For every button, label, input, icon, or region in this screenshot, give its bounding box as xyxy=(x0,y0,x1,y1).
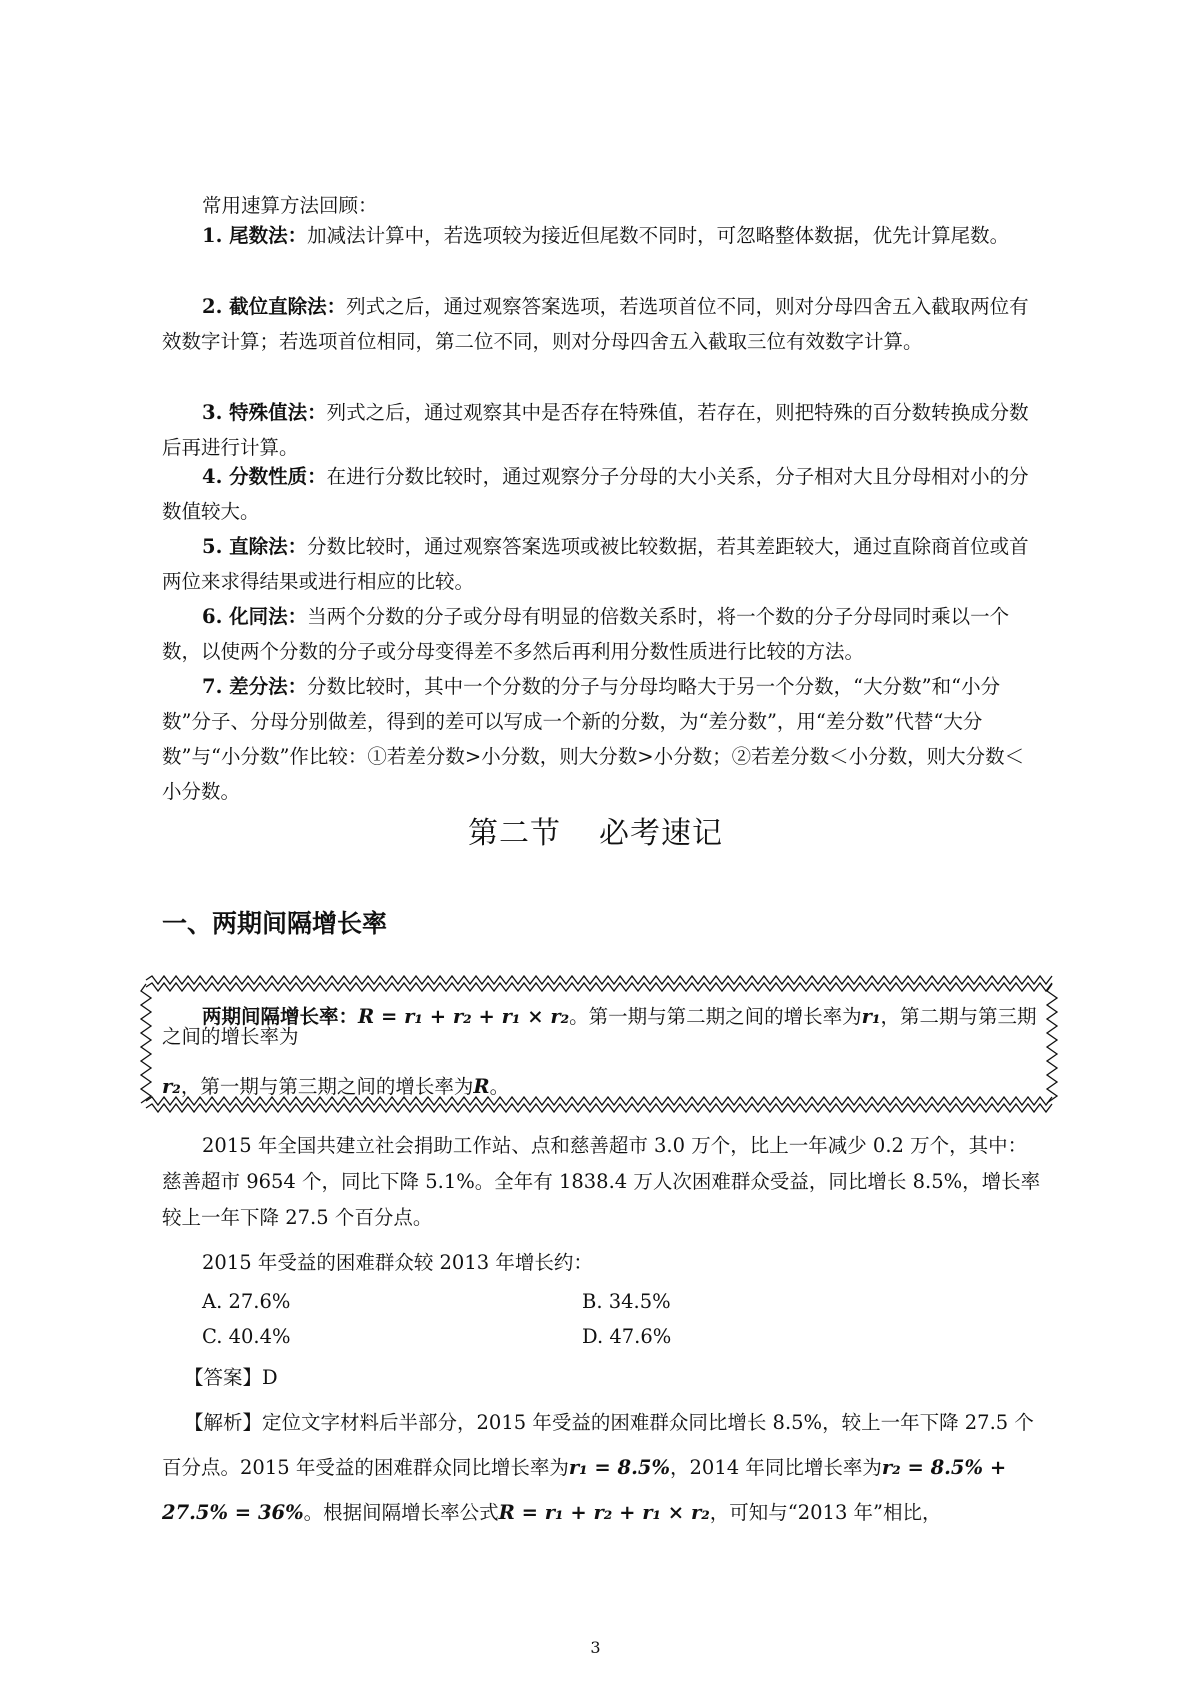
formula-box-line-2: r₂，第一期与第三期之间的增长率为R。 xyxy=(162,1075,510,1098)
review-heading: 常用速算方法回顾： xyxy=(202,194,378,217)
review-item-3: 3. 特殊值法：列式之后，通过观察其中是否存在特殊值，若存在，则把特殊的百分数转换成分数后再进行计算。 xyxy=(162,401,1029,459)
review-item-6: 6. 化同法：当两个分数的分子或分母有明显的倍数关系时，将一个数的分子分母同时乘以一个数，以使两个分数的分子或分母变得差不多然后再利用分数性质进行比较的方法。 xyxy=(162,605,1010,663)
answer-line: 【答案】D xyxy=(184,1366,278,1389)
review-item-7: 7. 差分法：分数比较时，其中一个分数的分子与分母均略大于另一个分数，“大分数”和“小分数”分子、分母分别做差，得到的差可以写成一个新的分数，为“差分数”，用“差分数”代替“大分数”与“小分数”作比较：①若差分数>小分数，则大分数>小分数；②若差分数＜小分数，则大分数＜小分数。 xyxy=(162,675,1025,803)
review-item-2: 2. 截位直除法：列式之后，通过观察答案选项，若选项首位不同，则对分母四舍五入截取两位有效数字计算；若选项首位相同，第二位不同，则对分母四舍五入截取三位有效数字计算。 xyxy=(162,295,1029,353)
interval-growth-formula: R = r₁ + r₂ + r₁ × r₂ xyxy=(358,1005,570,1028)
option-c: C. 40.4% xyxy=(202,1325,291,1348)
review-item-4: 4. 分数性质：在进行分数比较时，通过观察分子分母的大小关系，分子相对大且分母相对小的分数值较大。 xyxy=(162,465,1029,523)
review-item-5: 5. 直除法：分数比较时，通过观察答案选项或被比较数据，若其差距较大，通过直除商首位或首两位来求得结果或进行相应的比较。 xyxy=(162,535,1029,593)
analysis-paragraph: 【解析】定位文字材料后半部分，2015 年受益的困难群众同比增长 8.5%，较上一年下降 27.5 个百分点。2015 年受益的困难群众同比增长率为r₁ = 8.5%，2014 年同比增长率为r₂ = 8.5% + 27.5% = 36%。根据间隔增长率公式R = r₁ + r₂ + r₁ × r₂，可知与“2013 年”相比， xyxy=(162,1411,1034,1524)
material-paragraph: 2015 年全国共建立社会捐助工作站、点和慈善超市 3.0 万个，比上一年减少 0.2 万个，其中：慈善超市 9654 个，同比下降 5.1%。全年有 1838.4 万人次困难群众受益，同比增长 8.5%，增长率较上一年下降 27.5 个百分点。 xyxy=(162,1134,1041,1229)
subsection-heading: 一、两期间隔增长率 xyxy=(162,909,388,938)
question-stem: 2015 年受益的困难群众较 2013 年增长约： xyxy=(202,1251,593,1274)
formula-box-line-1: 两期间隔增长率：R = r₁ + r₂ + r₁ × r₂。第一期与第二期之间的增长率为r₁，第二期与第三期之间的增长率为 xyxy=(162,1005,1037,1048)
option-b: B. 34.5% xyxy=(582,1290,671,1313)
section-title: 第二节 必考速记 xyxy=(468,816,723,851)
option-a: A. 27.6% xyxy=(202,1290,291,1313)
review-item-1: 1. 尾数法：加减法计算中，若选项较为接近但尾数不同时，可忽略整体数据，优先计算尾数。 xyxy=(202,224,1010,247)
option-d: D. 47.6% xyxy=(582,1325,672,1348)
page-number: 3 xyxy=(590,1638,601,1657)
